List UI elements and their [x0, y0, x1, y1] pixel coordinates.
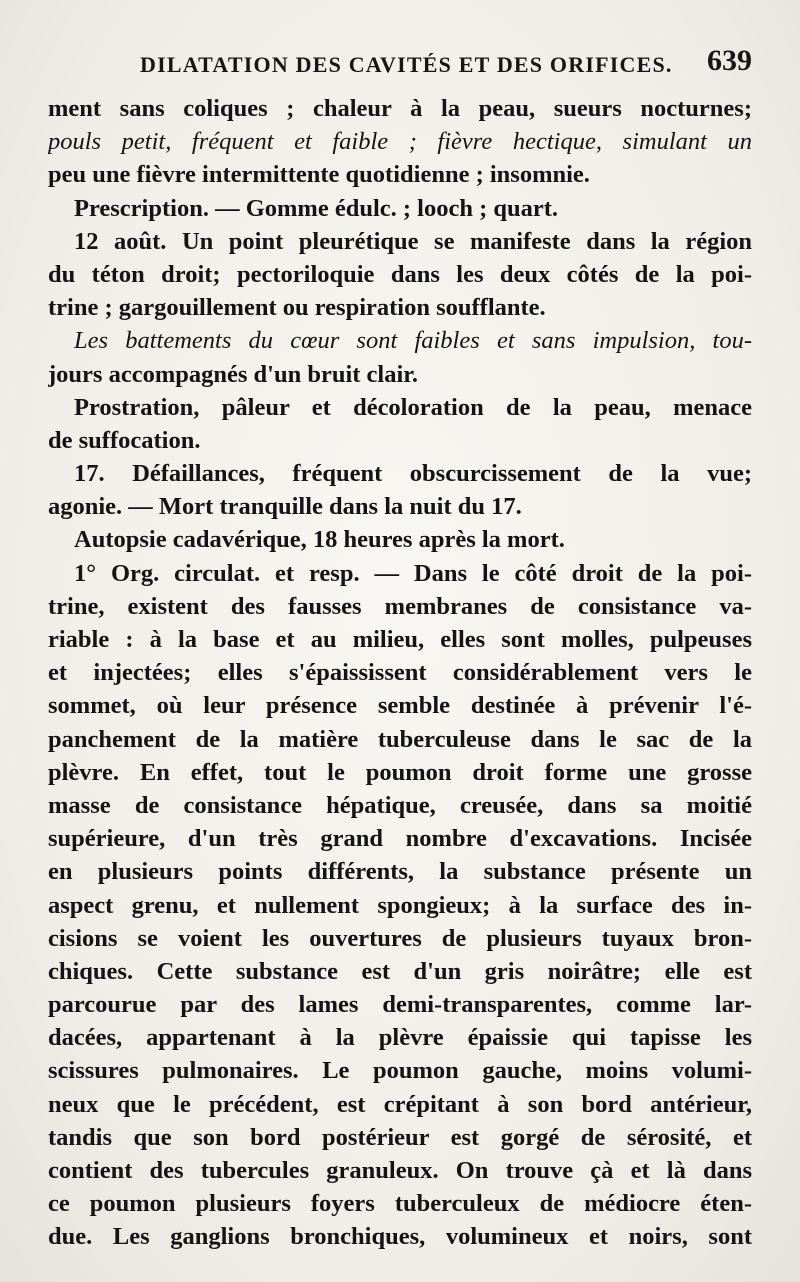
text-line: 17. Défaillances, fréquent obscurcissement de la vue; — [74, 460, 752, 488]
body-text — [48, 92, 752, 1254]
text-line: peu une fièvre intermittente quotidienne ; insomnie. — [48, 161, 590, 189]
text-line: chiques. Cette substance est d'un gris noirâtre; elle est — [48, 957, 752, 985]
text-line: pouls petit, fréquent et faible ; fièvre hectique, simulant un — [48, 128, 752, 156]
text-line: aspect grenu, et nullement spongieux; à la surface des in- — [48, 891, 752, 919]
text-line-italic: Les battements du cœur sont faibles et sans impulsion, tou- — [74, 327, 752, 355]
text-line: ment sans coliques ; chaleur à la peau, sueurs nocturnes; — [48, 95, 752, 122]
text-line-autopsy: Autopsie cadavérique, 18 heures après la mort. — [74, 526, 565, 554]
text-line: parcourue par des lames demi-transparentes, comme lar- — [48, 991, 752, 1019]
text-line: masse de consistance hépatique, creusée, dans sa moitié — [48, 791, 752, 819]
text-line: 12 août. Un point pleurétique se manifeste dans la région — [74, 227, 752, 255]
text-line: ce poumon plusieurs foyers tuberculeux de médiocre éten- — [48, 1190, 752, 1218]
text-line: plèvre. En effet, tout le poumon droit forme une grosse — [48, 758, 752, 786]
running-head: DILATATION DES CAVITÉS ET DES ORIFICES. — [140, 52, 673, 77]
text-line: due. Les ganglions bronchiques, volumineux et noirs, sont — [48, 1223, 752, 1251]
text-line: 1° Org. circulat. et resp. — Dans le côté droit de la poi- — [74, 559, 752, 587]
text-line: trine, existent des fausses membranes de consistance va- — [48, 592, 752, 620]
text-line: supérieure, d'un très grand nombre d'excavations. Incisée — [48, 825, 752, 853]
text-line: agonie. — Mort tranquille dans la nuit du 17. — [48, 493, 522, 521]
text-line: scissures pulmonaires. Le poumon gauche, moins volumi- — [48, 1057, 752, 1085]
text-line: panchement de la matière tuberculeuse dans le sac de la — [48, 725, 752, 753]
text-line: en plusieurs points différents, la substance présente un — [48, 858, 752, 886]
text-line: jours accompagnés d'un bruit clair. — [48, 360, 419, 388]
text-line: tandis que son bord postérieur est gorgé de sérosité, et — [48, 1123, 752, 1151]
text-line: et injectées; elles s'épaississent considérablement vers le — [48, 659, 752, 687]
text-line: sommet, où leur présence semble destinée à prévenir l'é- — [48, 692, 752, 720]
text-line: dacées, appartenant à la plèvre épaissie qui tapisse les — [48, 1024, 752, 1052]
text-line: trine ; gargouillement ou respiration soufflante. — [48, 294, 546, 322]
text-line: Prostration, pâleur et décoloration de la peau, menace — [74, 393, 752, 421]
page-header — [48, 44, 756, 84]
text-line: neux que le précédent, est crépitant à son bord antérieur, — [48, 1090, 752, 1118]
text-line: riable : à la base et au milieu, elles sont molles, pulpeuses — [48, 626, 752, 653]
text-line: de suffocation. — [48, 426, 201, 454]
text-line: contient des tubercules granuleux. On trouve çà et là dans — [48, 1157, 752, 1184]
text-line: cisions se voient les ouvertures de plusieurs tuyaux bron- — [48, 924, 752, 952]
text-line: du téton droit; pectoriloquie dans les deux côtés de la poi- — [48, 260, 752, 288]
text-line-prescription: Prescription. — Gomme édulc. ; looch ; quart. — [74, 194, 559, 222]
page-number: 639 — [707, 44, 752, 77]
